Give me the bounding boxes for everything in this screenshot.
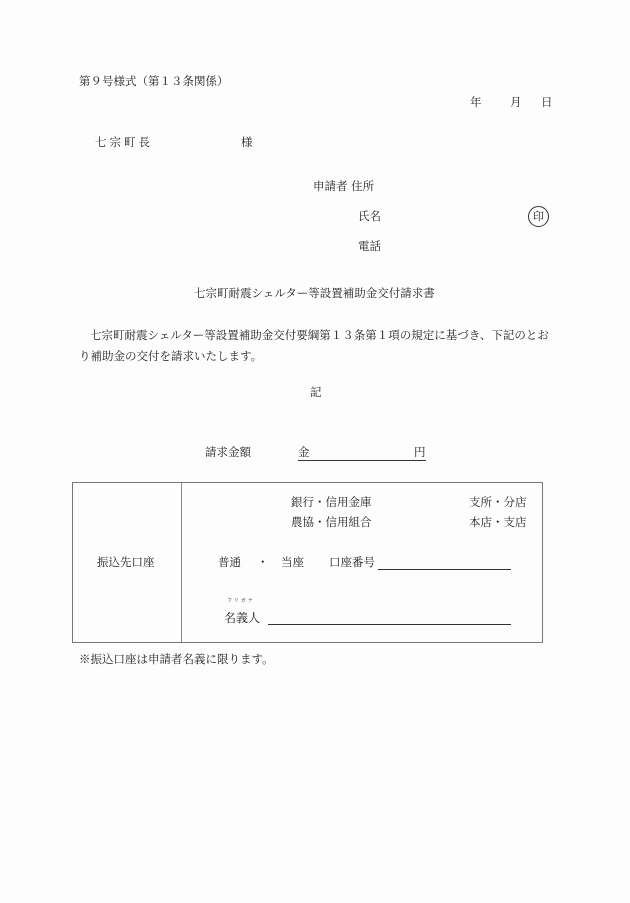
- applicant-name-label: 氏名: [358, 209, 381, 223]
- branch-type-2: 本店・支店: [469, 515, 527, 529]
- amount-suffix: 円: [414, 445, 426, 459]
- amount-prefix: 金: [298, 445, 310, 459]
- account-number-label: 口座番号: [329, 555, 375, 569]
- account-holder-field[interactable]: [268, 612, 511, 625]
- seal-text: 印: [533, 210, 544, 223]
- honorific: 様: [241, 135, 253, 149]
- date-month-label: 月: [510, 95, 522, 109]
- ki-heading: 記: [310, 385, 322, 399]
- furigana-label: フリガナ: [227, 598, 255, 604]
- account-type-current: 当座: [281, 555, 304, 569]
- branch-type-1: 支所・分店: [469, 495, 527, 509]
- account-label: 振込先口座: [97, 555, 155, 569]
- document-title: 七宗町耐震シェルター等設置補助金交付請求書: [194, 286, 435, 300]
- document-body: 七宗町耐震シェルター等設置補助金交付要綱第１３条第１項の規定に基づき、下記のとおり補助金の交付を請求いたします。: [79, 328, 549, 363]
- applicant-address-label: 申請者 住所: [313, 179, 375, 193]
- applicant-phone-label: 電話: [358, 239, 381, 253]
- account-holder-label: 名義人: [224, 611, 261, 625]
- amount-label: 請求金額: [205, 445, 251, 459]
- table-divider: [181, 483, 182, 642]
- account-type-separator: ・: [257, 555, 269, 569]
- seal-icon: [528, 206, 549, 227]
- account-number-field[interactable]: [378, 557, 511, 570]
- date-day-label: 日: [541, 95, 553, 109]
- footnote: ※振込口座は申請者名義に限ります。: [79, 652, 274, 666]
- bank-type-1: 銀行・信用金庫: [291, 495, 372, 509]
- bank-type-2: 農協・信用組合: [291, 515, 372, 529]
- account-type-ordinary: 普通: [218, 555, 241, 569]
- addressee: 七宗町長: [95, 135, 153, 149]
- amount-field[interactable]: [298, 446, 426, 461]
- form-number: 第９号様式（第１３条関係）: [79, 74, 229, 88]
- date-year-label: 年: [470, 95, 482, 109]
